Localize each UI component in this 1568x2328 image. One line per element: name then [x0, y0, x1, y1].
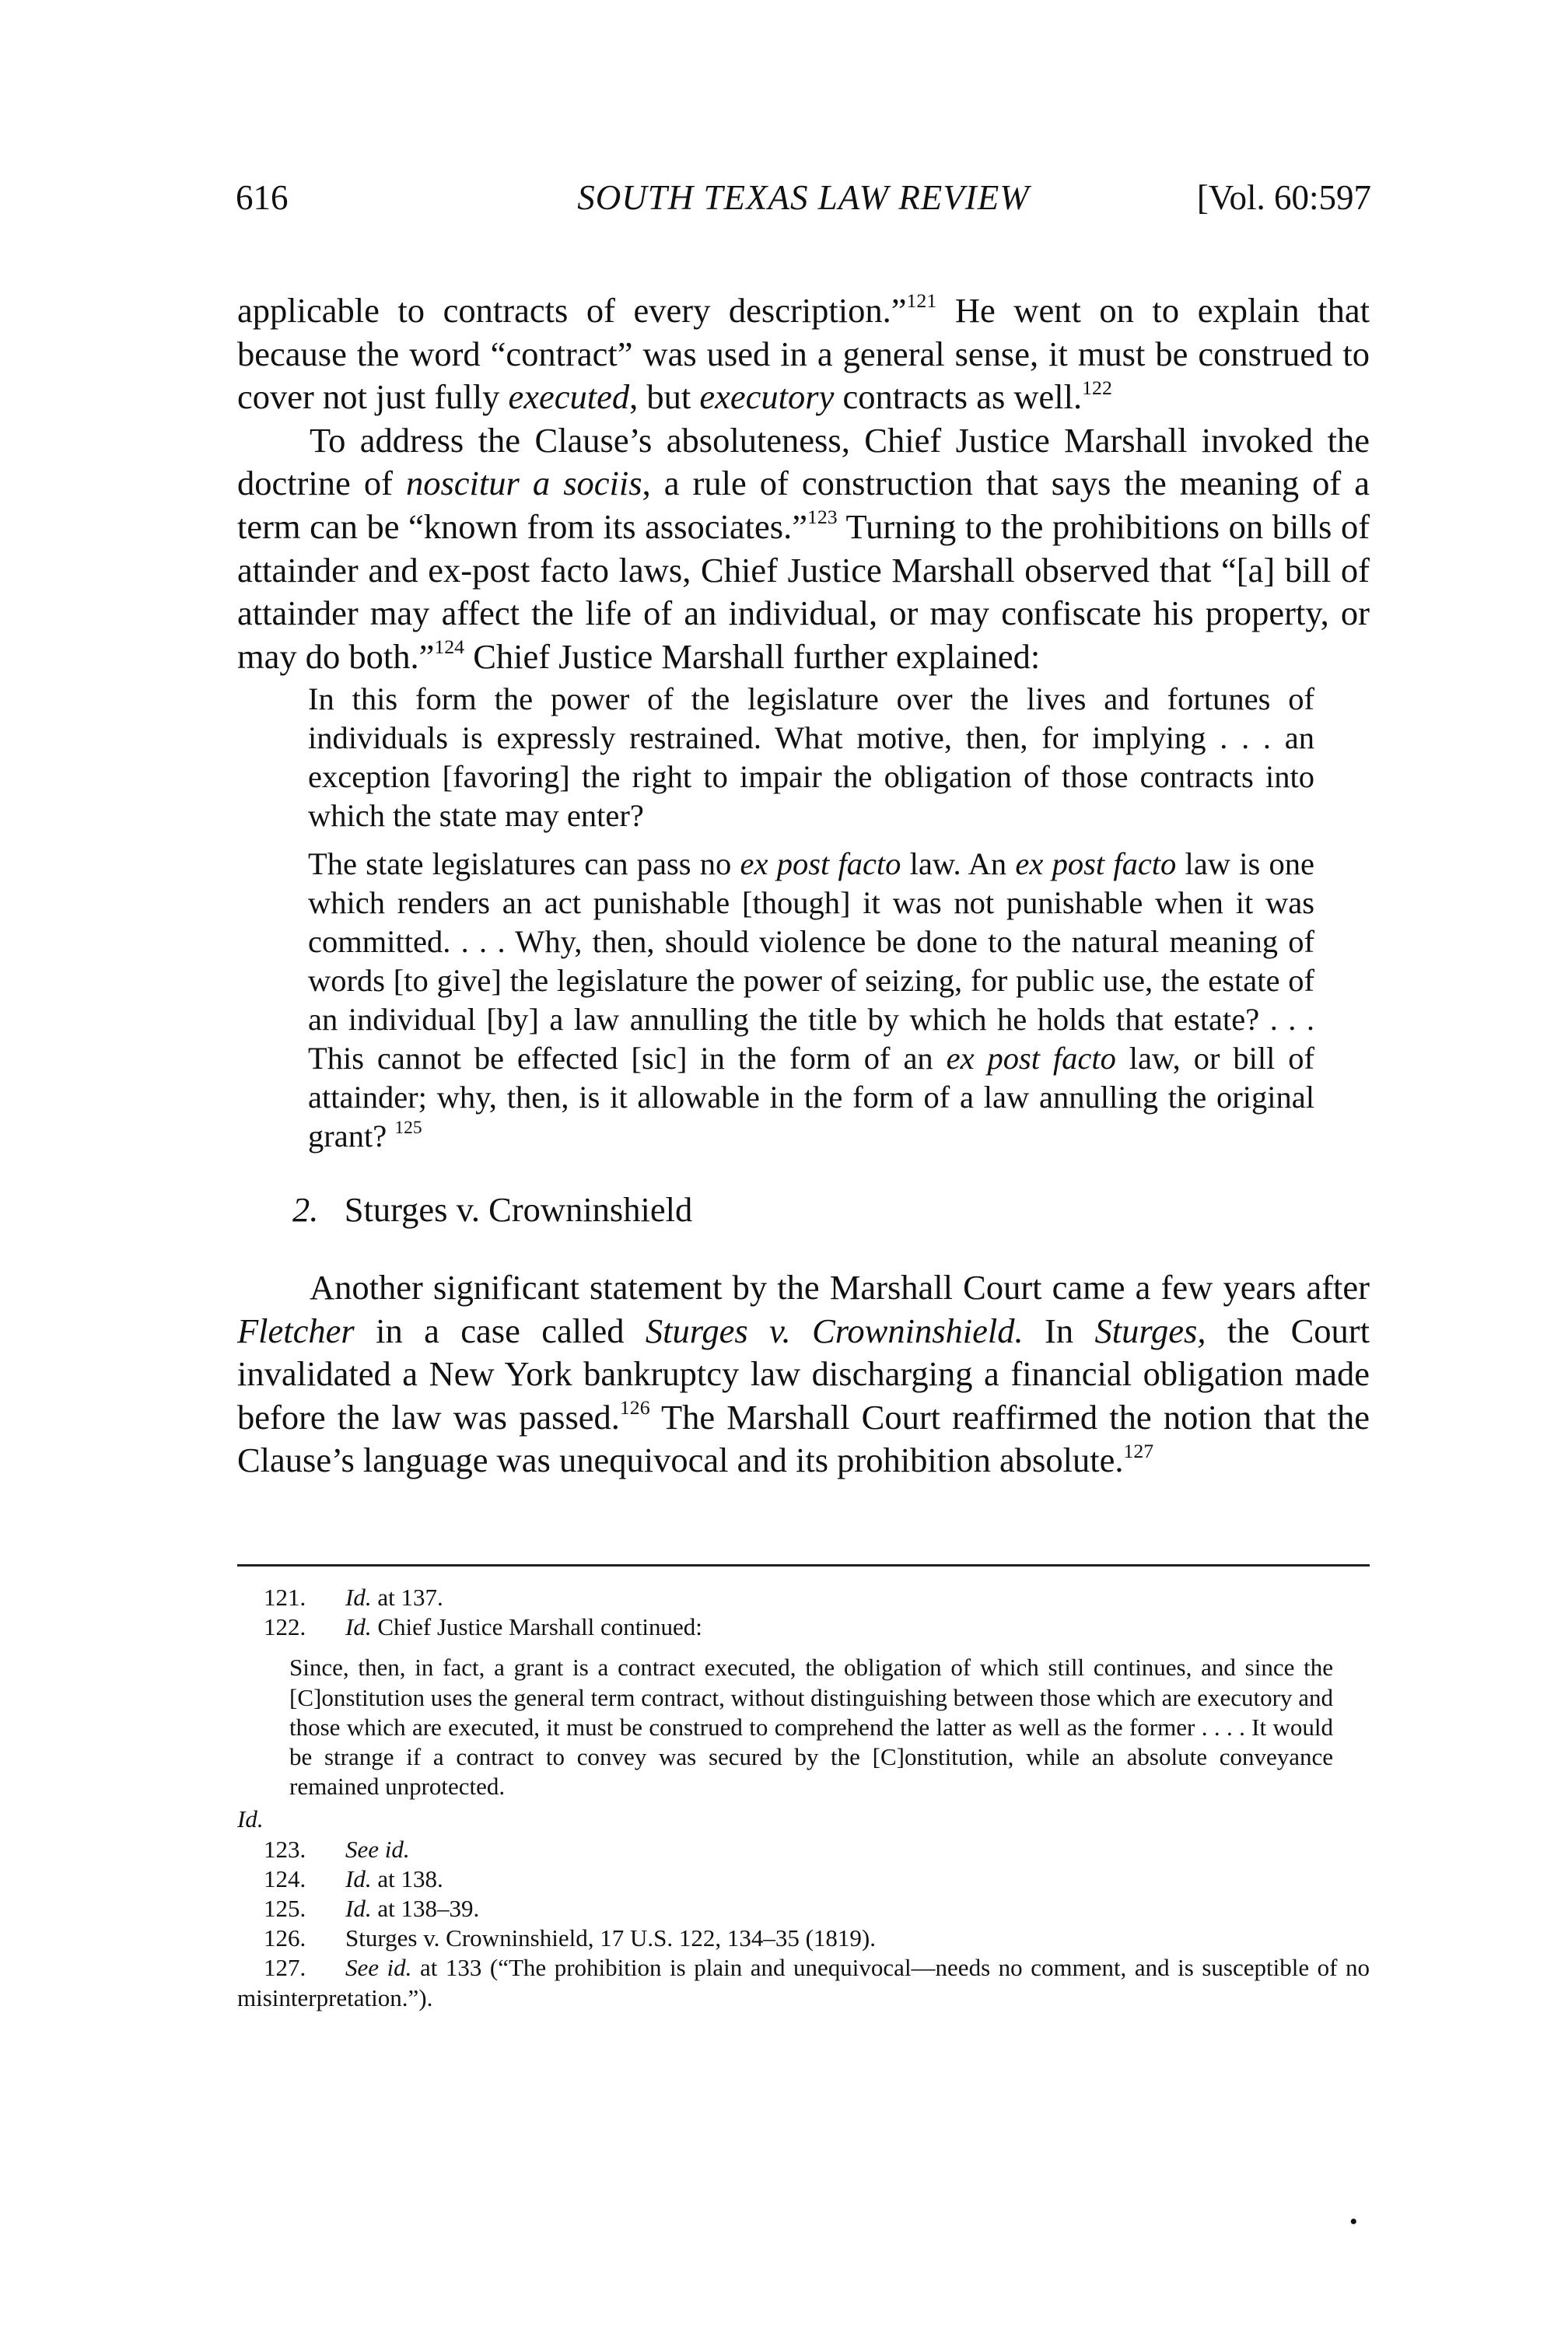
volume-citation: [Vol. 60:597: [1196, 178, 1371, 217]
footnote-ref-127[interactable]: 127: [1123, 1439, 1154, 1462]
page-number: 616: [236, 178, 289, 217]
footnote-124: 124. Id. at 138.: [264, 1864, 443, 1892]
footnote-ref-122[interactable]: 122: [1082, 376, 1112, 399]
block-quote-2: The state legislatures can pass no ex post facto law. An ex post facto law is one which renders an act punishable [though] it was not punishable when it was committed. . . . Why, then, should violence be done to the natural meaning of words [to give] the legislature the power of seizing, for public use, the estate of an individual [by] a law annulling the title by which he holds that estate? . . . This cannot be effected [sic] in the form of an ex post facto law, or bill of attainder; why, then, is it allowable in the form of a law annulling the original grant? $^{125}$: [308, 846, 1314, 1154]
footnote-ref-125[interactable]: 125: [394, 1118, 422, 1139]
stray-mark: •: [1349, 2209, 1358, 2235]
section-title: Sturges v. Crowninshield: [344, 1190, 693, 1230]
footnote-126: 126. Sturges v. Crowninshield, 17 U.S. 122, 134–35 (1819).: [264, 1924, 876, 1952]
footnote-123: 123. See id.: [264, 1835, 410, 1863]
footnote-122: 122. Id. Chief Justice Marshall continued:: [264, 1613, 702, 1641]
footnote-125: 125. Id. at 138–39.: [264, 1895, 480, 1923]
footnote-127: 127. See id. at 133 (“The prohibition is plain and unequivocal—needs no comment, and is susceptible of no misinterpretation.”).: [237, 1954, 1370, 2011]
running-header: [236, 177, 1371, 221]
paragraph-1: applicable to contracts of every description.”$^{121}$ He went on to explain that because the word “contract” was used in a general sense, it must be construed to cover not just fully executed, but executory contracts as well.$^{122}$: [237, 289, 1370, 417]
footnote-divider: [237, 1564, 1370, 1567]
footnote-121: 121. Id. at 137.: [264, 1584, 443, 1611]
footnotes: [237, 1583, 1370, 2013]
footnote-ref-123[interactable]: 123: [807, 506, 838, 529]
footnote-ref-121[interactable]: 121: [906, 289, 937, 313]
footnote-ref-124[interactable]: 124: [434, 635, 465, 659]
section-number: 2.: [292, 1190, 319, 1230]
section-heading: [237, 1189, 1370, 1232]
footnote-ref-126[interactable]: 126: [619, 1396, 650, 1420]
footnote-122-id: Id.: [237, 1805, 264, 1833]
main-text: [237, 289, 1370, 1483]
paragraph-3: Another significant statement by the Marshall Court came a few years after Fletcher in a case called Sturges v. Crowninshield. In Sturges, the Court invalidated a New York bankruptcy law discharging a financial obligation made before the law was passed.$^{126}$ The Marshall Court reaffirmed the notion that the Clause’s language was unequivocal and its prohibition absolute.$^{127}$: [237, 1267, 1370, 1480]
block-quote-1: In this form the power of the legislature over the lives and fortunes of individuals is expressly restrained. What motive, then, for implying . . . an exception [favoring] the right to impair the obligation of those contracts into which the state may enter?: [308, 681, 1314, 834]
journal-title: SOUTH TEXAS LAW REVIEW: [577, 178, 1030, 217]
footnote-122-quote: Since, then, in fact, a grant is a contract executed, the obligation of which still continues, and since the [C]onstitution uses the general term contract, without distinguishing between those which are executory and those which are executed, it must be construed to comprehend the latter as well as the former . . . . It would be strange if a contract to convey was secured by the [C]onstitution, while an absolute conveyance remained unprotected.: [289, 1654, 1333, 1801]
paragraph-2: To address the Clause’s absoluteness, Chief Justice Marshall invoked the doctrine of noscitur a sociis, a rule of construction that says the meaning of a term can be “known from its associates.”$^{123}$ Turning to the prohibitions on bills of attainder and ex-post facto laws, Chief Justice Marshall observed that “[a] bill of attainder may affect the life of an individual, or may confiscate his property, or may do both.”$^{124}$ Chief Justice Marshall further explained:: [237, 420, 1370, 676]
